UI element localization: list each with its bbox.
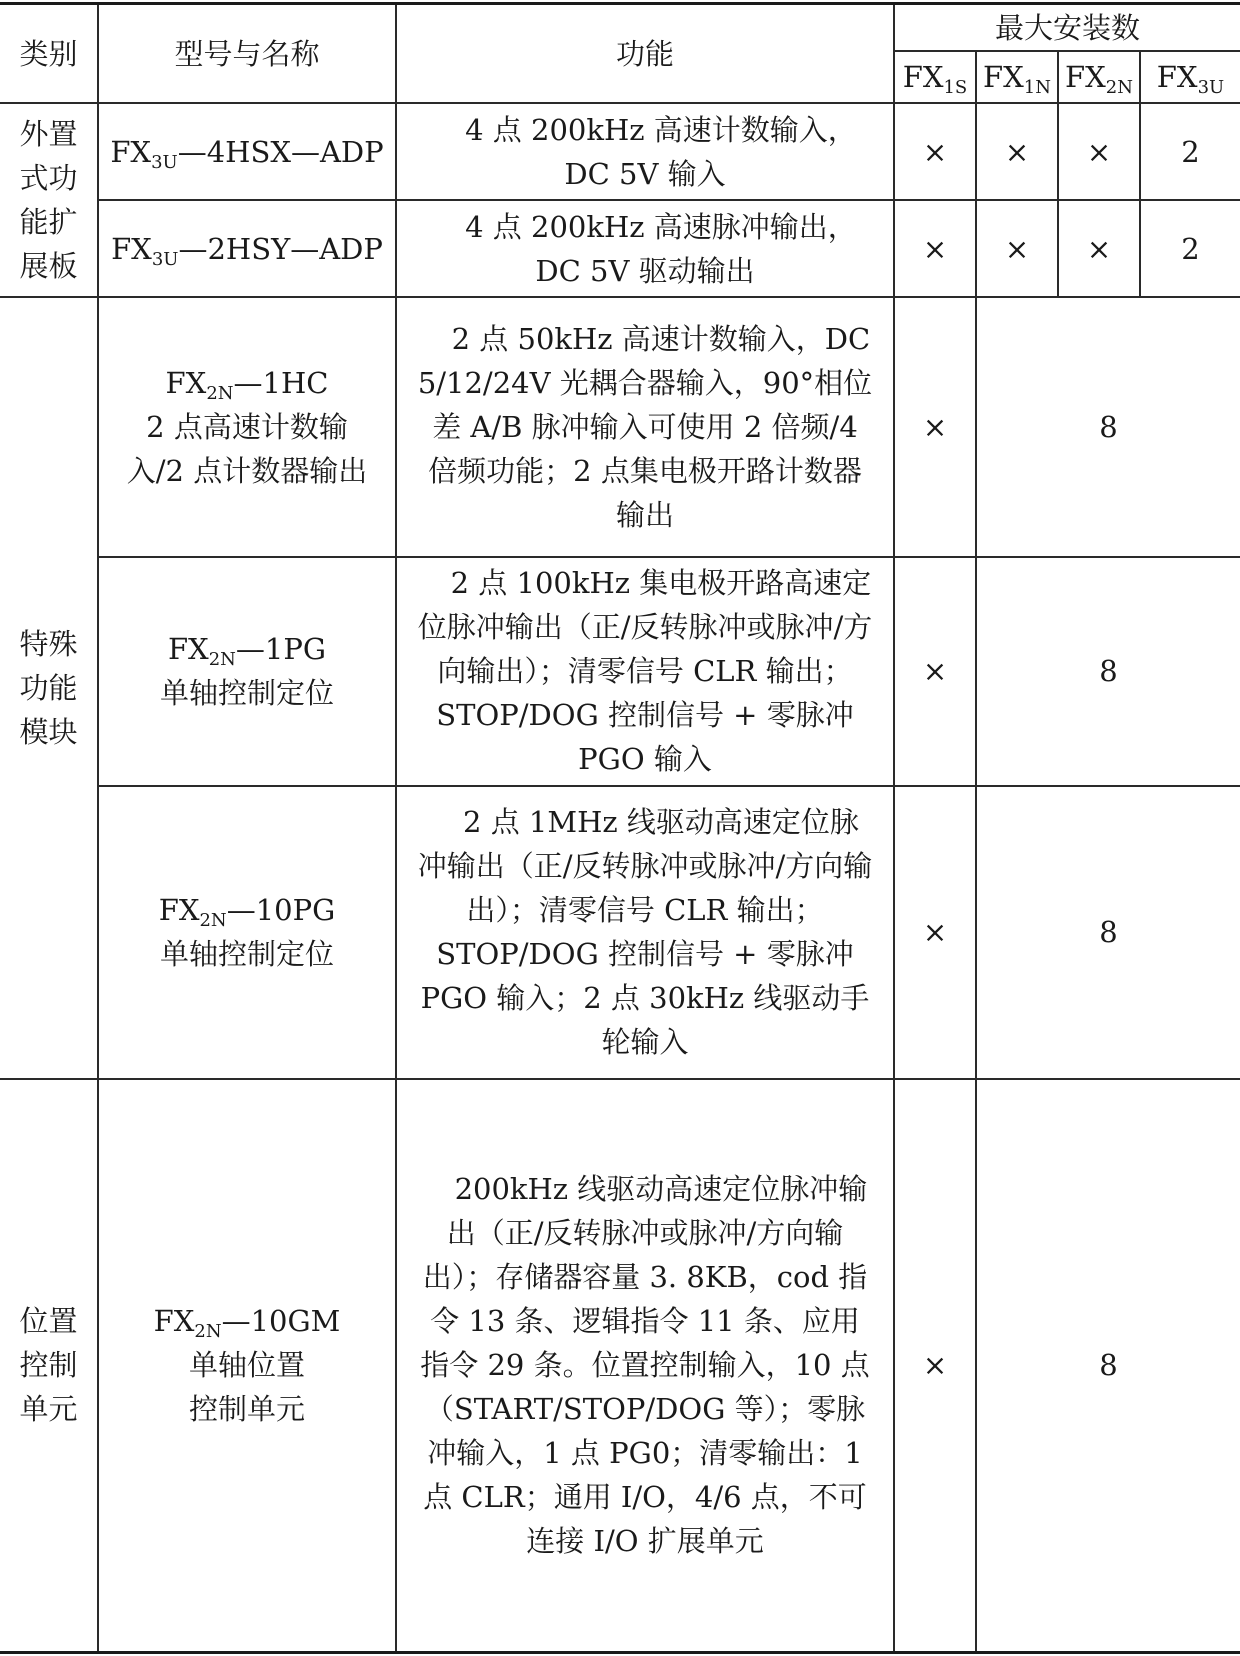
fx1s-value: × [894,200,976,297]
model-cell: $FX_{3U}—2HSY—ADP$ [98,200,396,297]
model-cell: $FX_{2N}—1PG$ 单轴控制定位 [98,557,396,786]
fx-other-value: 8 [976,786,1240,1079]
header-max-install: 最大安装数 [894,4,1240,52]
header-model-name: 型号与名称 [98,4,396,104]
header-category: 类别 [0,4,98,104]
fx2n-value: × [1058,103,1140,200]
header-fx2n: $FX_{2N}$ [1058,51,1140,103]
table-row [0,297,1240,557]
fx3u-value: 2 [1140,200,1240,297]
function-cell: 4 点 200kHz 高速脉冲输出，DC 5V 驱动输出 [396,200,894,297]
header-fx1s: $FX_{1S}$ [894,51,976,103]
header-row-1 [0,4,1240,52]
fx1n-value: × [976,200,1058,297]
header-fx1n: $FX_{1N}$ [976,51,1058,103]
model-cell: $FX_{2N}—1HC$ 2 点高速计数输入/2 点计数器输出 [98,297,396,557]
category-cell: 位置控制单元 [0,1079,98,1653]
function-cell: 200kHz 线驱动高速定位脉冲输出（正/反转脉冲或脉冲/方向输出）；存储器容量 3. 8KB，cod 指令 13 条、逻辑指令 11 条、应用指令 29 条。位置控制输入，10 点（START/STOP/DOG 等）；零脉冲输入，1 点 PG0；清零输出：1 点 CLR；通用 I/O，4/6 点，不可连接 I/O 扩展单元 [396,1079,894,1653]
function-cell: 2 点 100kHz 集电极开路高速定位脉冲输出（正/反转脉冲或脉冲/方向输出）；清零信号 CLR 输出；STOP/DOG 控制信号 + 零脉冲 PGO 输入 [396,557,894,786]
model-cell: $FX_{3U}—4HSX—ADP$ [98,103,396,200]
model-cell: $FX_{2N}—10PG$ 单轴控制定位 [98,786,396,1079]
fx1s-value: × [894,297,976,557]
category-cell: 外置式功能扩展板 [0,103,98,297]
fx2n-value: × [1058,200,1140,297]
table-row [0,1079,1240,1653]
model-cell: $FX_{2N}—10GM$ 单轴位置控制单元 [98,1079,396,1653]
model-description: 单轴位置控制单元 [188,1348,305,1427]
table-row [0,200,1240,297]
fx1s-value: × [894,557,976,786]
spec-table [0,2,1240,1654]
fx1n-value: × [976,103,1058,200]
function-cell: 2 点 1MHz 线驱动高速定位脉冲输出（正/反转脉冲或脉冲/方向输出）；清零信号 CLR 输出；STOP/DOG 控制信号 + 零脉冲 PGO 输入；2 点 30kHz 线驱动手轮输入 [396,786,894,1079]
fx-other-value: 8 [976,1079,1240,1653]
header-fx3u: $FX_{3U}$ [1140,51,1240,103]
function-cell: 4 点 200kHz 高速计数输入，DC 5V 输入 [396,103,894,200]
model-description: 2 点高速计数输入/2 点计数器输出 [126,409,368,488]
fx-other-value: 8 [976,557,1240,786]
fx1s-value: × [894,103,976,200]
fx1s-value: × [894,1079,976,1653]
table-row [0,103,1240,200]
table-row [0,557,1240,786]
category-cell: 特殊功能模块 [0,297,98,1079]
header-function: 功能 [396,4,894,104]
fx1s-value: × [894,786,976,1079]
fx-other-value: 8 [976,297,1240,557]
fx3u-value: 2 [1140,103,1240,200]
function-cell: 2 点 50kHz 高速计数输入，DC 5/12/24V 光耦合器输入，90°相位差 A/B 脉冲输入可使用 2 倍频/4 倍频功能；2 点集电极开路计数器输出 [396,297,894,557]
model-description: 单轴控制定位 [159,676,334,711]
table-row [0,786,1240,1079]
model-description: 单轴控制定位 [159,937,334,972]
